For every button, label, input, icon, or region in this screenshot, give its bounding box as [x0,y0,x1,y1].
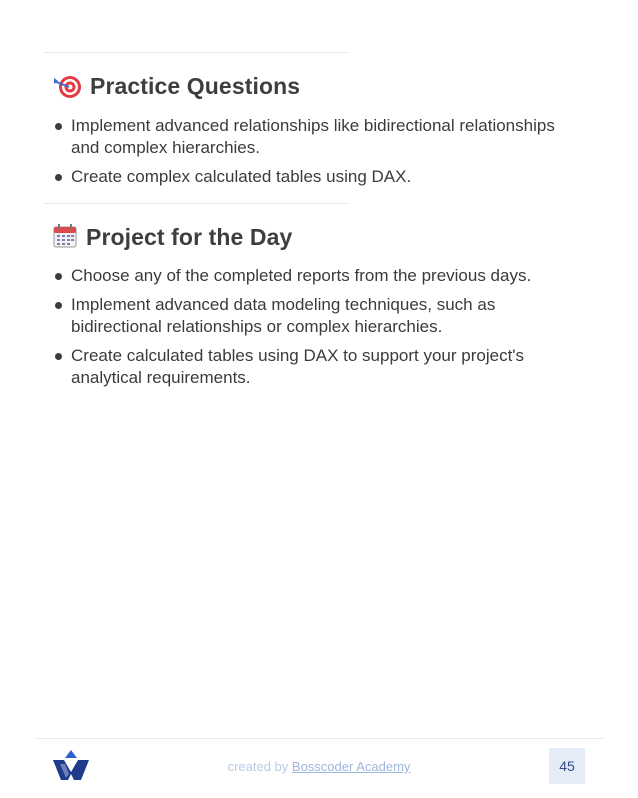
practice-list [54,115,584,195]
project-list [54,265,584,396]
footer-credit [0,759,638,774]
divider [44,52,349,53]
divider [44,203,349,204]
list-item: Create complex calculated tables using DAX. [54,166,584,188]
footer-divider [34,738,604,739]
list-item: Create calculated tables using DAX to support your project's analytical requirements. [54,345,584,389]
list-item: Implement advanced relationships like bidirectional relationships and complex hierarchies. [54,115,584,159]
section-title-text: Project for the Day [86,223,293,250]
credit-prefix: created by [227,759,289,774]
page-number: 45 [549,748,585,784]
list-item: Implement advanced data modeling techniques, such as bidirectional relationships or complex hierarchies. [54,294,584,338]
section-title-project [52,223,292,251]
list-item: Choose any of the completed reports from the previous days. [54,265,584,287]
target-icon [52,72,84,100]
section-title-practice [52,72,300,100]
calendar-icon [52,223,80,251]
credit-link[interactable]: Bosscoder Academy [291,759,411,774]
section-title-text: Practice Questions [90,72,301,99]
